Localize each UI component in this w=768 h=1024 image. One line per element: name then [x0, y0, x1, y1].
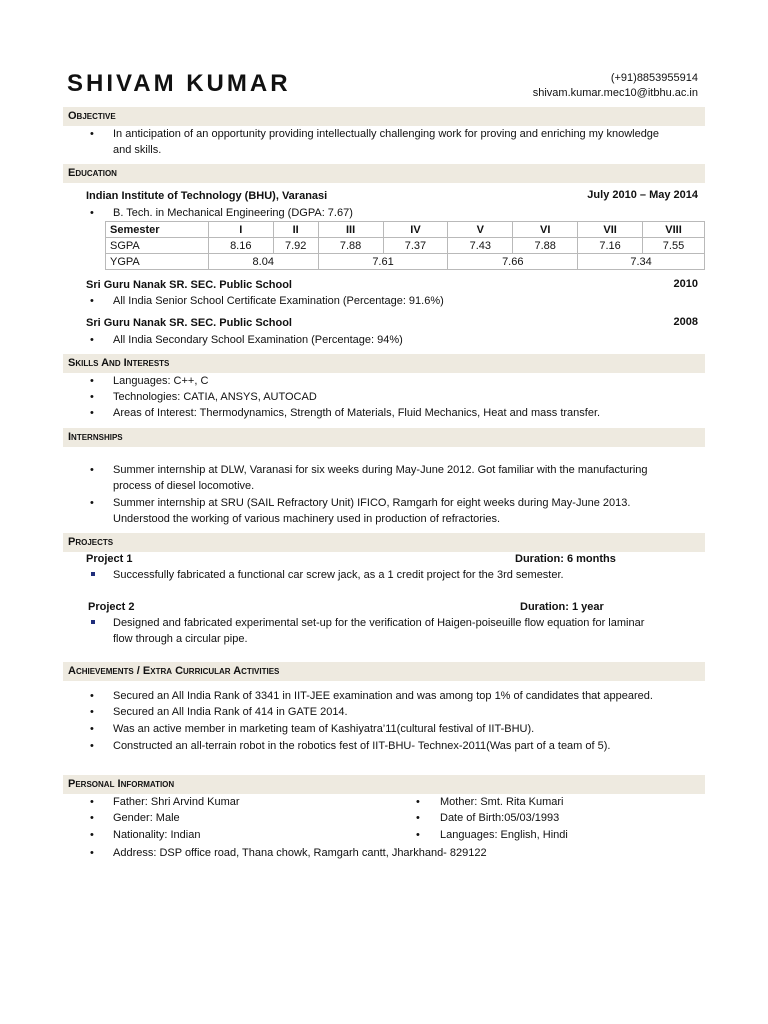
table-row: [106, 238, 705, 254]
contact-block: [533, 71, 698, 101]
achievement-item: Secured an All India Rank of 3341 in IIT-JEE examination and was among top 1% of candidates that appeared.: [113, 690, 653, 702]
section-internships: Internships: [63, 428, 705, 447]
school-name-1: Sri Guru Nanak SR. SEC. Public School: [86, 279, 292, 291]
bullet-icon: •: [90, 334, 94, 346]
bullet-icon: •: [90, 796, 94, 808]
institute-dates: July 2010 – May 2014: [587, 189, 698, 201]
section-education: Education: [63, 164, 705, 183]
school-year-1: 2010: [673, 278, 698, 290]
skill-item: Languages: C++, C: [113, 375, 209, 387]
grades-table: [105, 221, 705, 270]
internship-2-line-2: Understood the working of various machinery used in production of refractories.: [113, 513, 501, 525]
section-achievements: Achievements / Extra Curricular Activities: [63, 662, 705, 681]
table-cell: 7.55: [643, 238, 705, 254]
table-cell: 7.37: [383, 238, 448, 254]
table-cell: 7.88: [513, 238, 578, 254]
table-cell: VIII: [643, 222, 705, 238]
table-cell: II: [273, 222, 318, 238]
table-cell: 7.61: [318, 254, 448, 270]
table-cell: 7.34: [578, 254, 705, 270]
project-2-title: Project 2: [88, 601, 135, 613]
table-cell: 7.88: [318, 238, 383, 254]
bullet-icon: •: [90, 207, 94, 219]
personal-address: Address: DSP office road, Thana chowk, Ramgarh cantt, Jharkhand- 829122: [113, 847, 487, 859]
personal-languages: Languages: English, Hindi: [440, 829, 568, 841]
table-cell: VII: [578, 222, 643, 238]
project-2-duration: Duration: 1 year: [520, 601, 604, 613]
table-cell: IV: [383, 222, 448, 238]
bullet-icon: •: [90, 847, 94, 859]
table-cell: 7.16: [578, 238, 643, 254]
project-2-line-1: Designed and fabricated experimental set-up for the verification of Haigen-poiseuille flow equation for laminar: [113, 617, 645, 629]
section-skills: Skills And Interests: [63, 354, 705, 373]
table-cell: 8.16: [208, 238, 273, 254]
bullet-icon: •: [90, 407, 94, 419]
project-1-title: Project 1: [86, 553, 133, 565]
institute-name: Indian Institute of Technology (BHU), Varanasi: [86, 190, 328, 202]
phone-number: (+91)8853955914: [610, 72, 698, 84]
project-1-desc: Successfully fabricated a functional car screw jack, as a 1 credit project for the 3rd semester.: [113, 569, 564, 581]
section-personal: Personal Information: [63, 775, 705, 794]
skill-item: Areas of Interest: Thermodynamics, Strength of Materials, Fluid Mechanics, Heat and mass transfer.: [113, 407, 601, 419]
objective-line-2: and skills.: [113, 144, 162, 156]
achievement-item: Was an active member in marketing team of Kashiyatra’11(cultural festival of IIT-BHU).: [113, 723, 535, 735]
table-cell: YGPA: [106, 254, 209, 270]
bullet-icon: •: [90, 706, 94, 718]
table-cell: III: [318, 222, 383, 238]
school-detail-2: All India Secondary School Examination (Percentage: 94%): [113, 334, 403, 346]
objective-line-1: In anticipation of an opportunity providing intellectually challenging work for proving and enriching my knowledge: [113, 128, 660, 140]
bullet-icon: •: [90, 391, 94, 403]
section-projects: Projects: [63, 533, 705, 552]
project-2-line-2: flow through a circular pipe.: [113, 633, 248, 645]
achievement-item: Secured an All India Rank of 414 in GATE 2014.: [113, 706, 348, 718]
section-objective: Objective: [63, 107, 705, 126]
square-bullet-icon: [91, 620, 95, 624]
bullet-icon: •: [416, 812, 420, 824]
table-row: [106, 254, 705, 270]
achievement-item: Constructed an all-terrain robot in the robotics fest of IIT-BHU- Technex-2011(Was part of a team of 5).: [113, 740, 611, 752]
internship-1-line-2: process of diesel locomotive.: [113, 480, 255, 492]
table-row: [106, 222, 705, 238]
school-year-2: 2008: [673, 316, 698, 328]
bullet-icon: •: [90, 497, 94, 509]
table-cell: 7.66: [448, 254, 578, 270]
table-cell: I: [208, 222, 273, 238]
bullet-icon: •: [90, 128, 94, 140]
email-address: shivam.kumar.mec10@itbhu.ac.in: [532, 87, 698, 99]
internship-1-line-1: Summer internship at DLW, Varanasi for six weeks during May-June 2012. Got familiar with the manufacturing: [113, 464, 648, 476]
bullet-icon: •: [90, 829, 94, 841]
bullet-icon: •: [416, 796, 420, 808]
personal-gender: Gender: Male: [113, 812, 180, 824]
bullet-icon: •: [90, 464, 94, 476]
bullet-icon: •: [90, 690, 94, 702]
table-cell: VI: [513, 222, 578, 238]
school-detail-1: All India Senior School Certificate Examination (Percentage: 91.6%): [113, 295, 444, 307]
school-name-2: Sri Guru Nanak SR. SEC. Public School: [86, 317, 292, 329]
internship-2-line-1: Summer internship at SRU (SAIL Refractory Unit) IFICO, Ramgarh for eight weeks during May-June 2013.: [113, 497, 631, 509]
table-cell: V: [448, 222, 513, 238]
personal-dob: Date of Birth:05/03/1993: [440, 812, 560, 824]
bullet-icon: •: [90, 723, 94, 735]
bullet-icon: •: [90, 812, 94, 824]
project-1-duration: Duration: 6 months: [515, 553, 616, 565]
table-cell: Semester: [106, 222, 209, 238]
square-bullet-icon: [91, 572, 95, 576]
skill-item: Technologies: CATIA, ANSYS, AUTOCAD: [113, 391, 317, 403]
bullet-icon: •: [90, 740, 94, 752]
personal-father: Father: Shri Arvind Kumar: [113, 796, 240, 808]
table-cell: 8.04: [208, 254, 318, 270]
bullet-icon: •: [416, 829, 420, 841]
personal-nationality: Nationality: Indian: [113, 829, 201, 841]
personal-mother: Mother: Smt. Rita Kumari: [440, 796, 564, 808]
table-cell: SGPA: [106, 238, 209, 254]
bullet-icon: •: [90, 375, 94, 387]
degree-line: B. Tech. in Mechanical Engineering (DGPA: 7.67): [113, 207, 353, 219]
table-cell: 7.43: [448, 238, 513, 254]
bullet-icon: •: [90, 295, 94, 307]
candidate-name: SHIVAM KUMAR: [67, 70, 291, 97]
table-cell: 7.92: [273, 238, 318, 254]
